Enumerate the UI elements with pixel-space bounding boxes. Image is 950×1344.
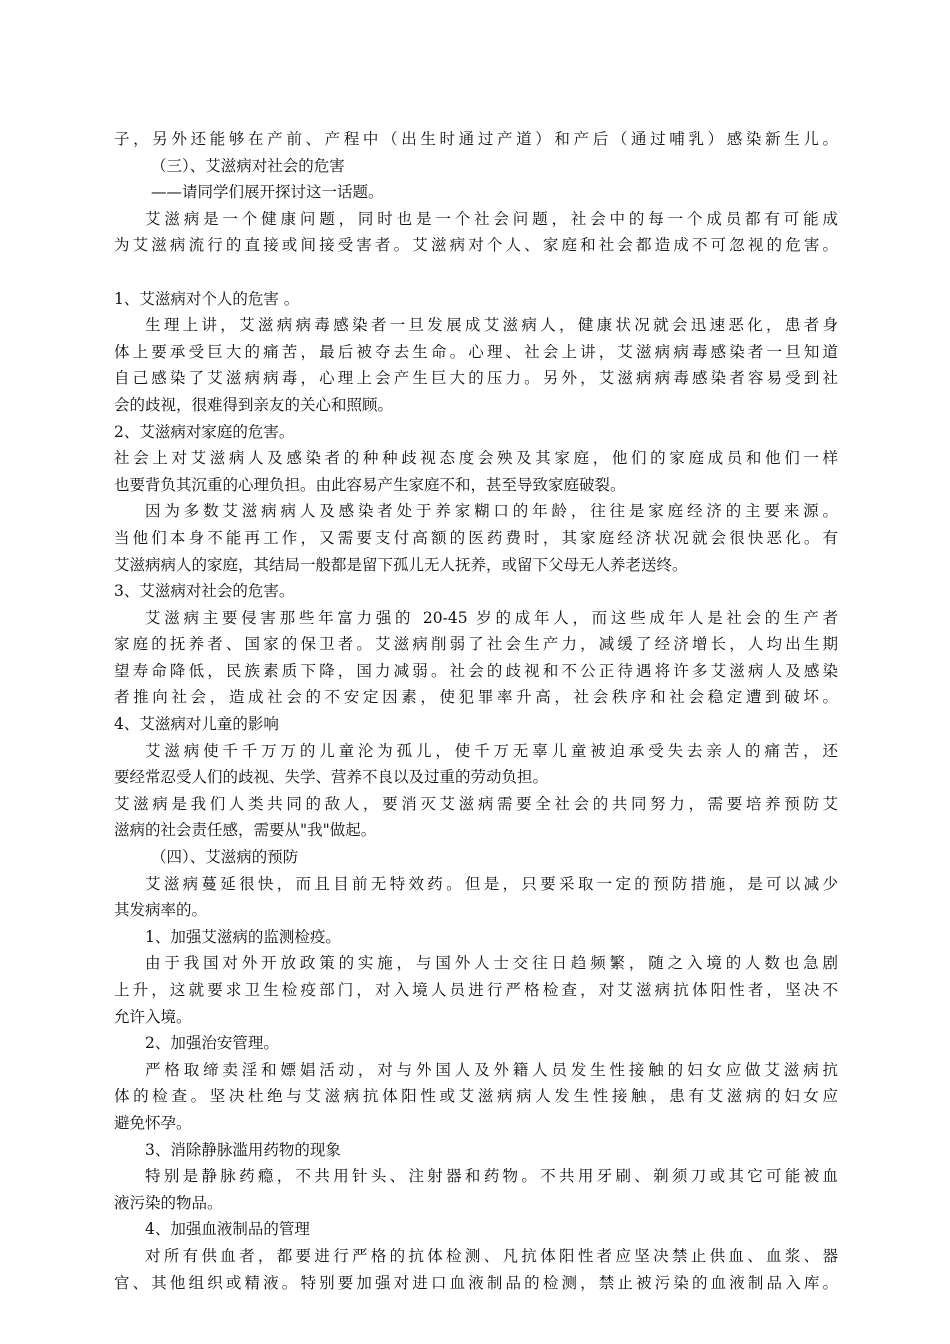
- text-line: 生理上讲，艾滋病病毒感染者一旦发展成艾滋病人，健康状况就会迅速恶化，患者身: [145, 316, 838, 335]
- text-line: 特别是静脉药瘾，不共用针头、注射器和药物。不共用牙刷、剃须刀或其它可能被血: [145, 1167, 838, 1186]
- text-line: 液污染的物品。: [114, 1193, 223, 1212]
- text-line: 其发病率的。: [114, 901, 208, 920]
- text-line: 因为多数艾滋病病人及感染者处于养家糊口的年龄，往往是家庭经济的主要来源。: [145, 502, 838, 521]
- text-line: 自己感染了艾滋病病毒，心理上会产生巨大的压力。另外，艾滋病病毒感染者容易受到社: [114, 369, 838, 388]
- subheading-prevent-4: 4、加强血液制品的管理: [145, 1220, 310, 1239]
- text-line: 滋病的社会责任感，需要从"我"做起。: [114, 821, 377, 840]
- text-line: 子，另外还能够在产前、产程中（出生时通过产道）和产后（通过哺乳）感染新生儿。: [114, 130, 838, 148]
- text-line: 社会上对艾滋病人及感染者的种种歧视态度会殃及其家庭，他们的家庭成员和他们一样: [114, 449, 838, 468]
- text-line: 者推向社会，造成社会的不安定因素，使犯罪率升高，社会秩序和社会稳定遭到破坏。: [114, 688, 838, 707]
- document-page: [114, 126, 838, 1296]
- text-line: 体上要承受巨大的痛苦，最后被夺去生命。心理、社会上讲，艾滋病病毒感染者一旦知道: [114, 342, 838, 361]
- text-line: 避免怀孕。: [114, 1113, 192, 1132]
- text-line: 当他们本身不能再工作，又需要支付高额的医药费时，其家庭经济状况就会很快恶化。有: [114, 528, 838, 547]
- text-line: 上升，这就要求卫生检疫部门，对入境人员进行严格检查，对艾滋病抗体阳性者，坚决不: [114, 981, 838, 999]
- text-line: 严格取缔卖淫和嫖娼活动，对与外国人及外籍人员发生性接触的妇女应做艾滋病抗: [145, 1060, 838, 1079]
- text-line: 艾滋病是我们人类共同的敌人，要消灭艾滋病需要全社会的共同努力，需要培养预防艾: [114, 794, 838, 813]
- subheading-2: 2、艾滋病对家庭的危害。: [114, 422, 295, 441]
- text-line: 体的检查。坚决杜绝与艾滋病抗体阳性或艾滋病病人发生性接触，患有艾滋病的妇女应: [114, 1087, 838, 1106]
- text-line: 由于我国对外开放政策的实施，与国外人士交往日趋频繁，随之入境的人数也急剧: [145, 954, 838, 973]
- subheading-4: 4、艾滋病对儿童的影响: [114, 715, 279, 734]
- text-line: 家庭的抚养者、国家的保卫者。艾滋病削弱了社会生产力，减缓了经济增长，人均出生期: [114, 635, 838, 654]
- text-line: 艾滋病是一个健康问题，同时也是一个社会问题，社会中的每一个成员都有可能成: [145, 209, 838, 228]
- text-line: 艾滋病使千千万万的儿童沦为孤儿，使千万无辜儿童被迫承受失去亲人的痛苦，还: [145, 741, 838, 760]
- subheading-1: 1、艾滋病对个人的危害 。: [114, 289, 300, 308]
- section-heading-3: （三）、艾滋病对社会的危害: [151, 156, 345, 175]
- text-line: 望寿命降低，民族素质下降，国力减弱。社会的歧视和不公正待遇将许多艾滋病人及感染: [114, 661, 838, 680]
- section-heading-4: （四）、艾滋病的预防: [151, 848, 299, 867]
- subheading-3: 3、艾滋病对社会的危害。: [114, 582, 295, 601]
- text-line: 也要背负其沉重的心理负担。由此容易产生家庭不和，甚至导致家庭破裂。: [114, 475, 626, 494]
- subheading-prevent-1: 1、加强艾滋病的监测检疫。: [145, 927, 341, 946]
- subheading-prevent-2: 2、加强治安管理。: [145, 1034, 279, 1053]
- text-line: 官、其他组织或精液。特别要加强对进口血液制品的检测，禁止被污染的血液制品入库。: [114, 1273, 838, 1292]
- text-line: 允许入境。: [114, 1007, 192, 1026]
- text-line: 艾滋病主要侵害那些年富力强的 20-45 岁的成年人，而这些成年人是社会的生产者: [145, 608, 838, 627]
- text-line: 会的歧视，很难得到亲友的关心和照顾。: [114, 395, 394, 414]
- text-line: 要经常忍受人们的歧视、失学、营养不良以及过重的劳动负担。: [114, 768, 549, 787]
- blank-line: [114, 259, 838, 286]
- text-line: 对所有供血者，都要进行严格的抗体检测、凡抗体阳性者应坚决禁止供血、血浆、器: [145, 1246, 838, 1265]
- text-line: ——请同学们展开探讨这一话题。: [151, 183, 384, 202]
- text-line: 艾滋病病人的家庭，其结局一般都是留下孤儿无人抚养，或留下父母无人养老送终。: [114, 555, 688, 574]
- subheading-prevent-3: 3、消除静脉滥用药物的现象: [145, 1140, 341, 1159]
- text-line: 艾滋病蔓延很快，而且目前无特效药。但是，只要采取一定的预防措施，是可以减少: [145, 874, 838, 893]
- text-line: 为艾滋病流行的直接或间接受害者。艾滋病对个人、家庭和社会都造成不可忽视的危害。: [114, 236, 838, 255]
